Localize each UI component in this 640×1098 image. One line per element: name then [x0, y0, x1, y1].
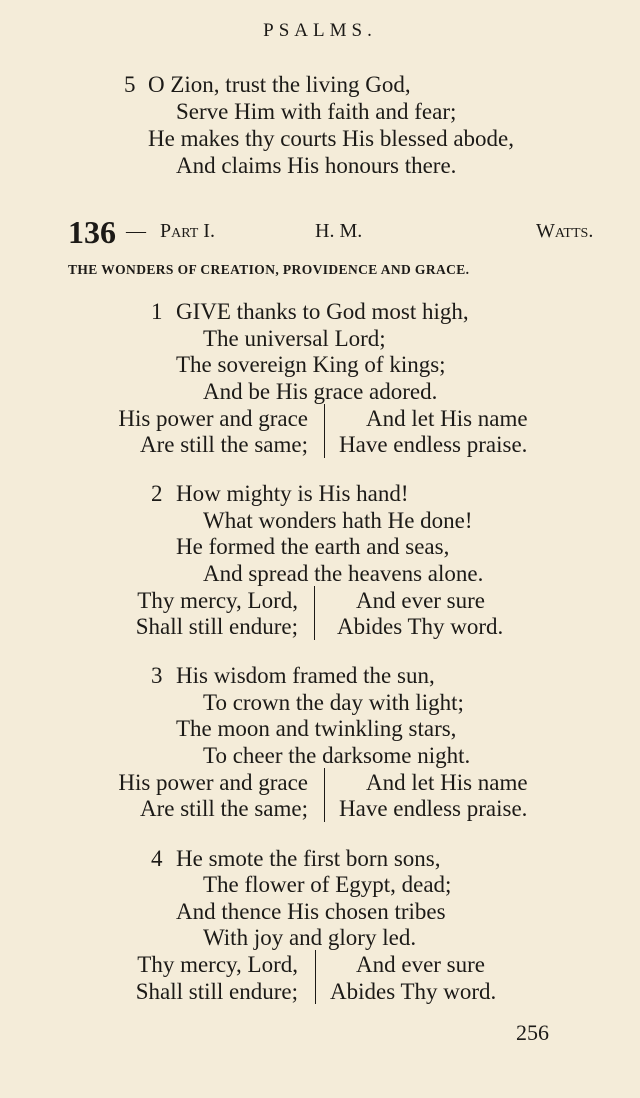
chorus-divider [315, 950, 316, 1004]
chorus-line: Abides Thy word. [330, 979, 497, 1004]
running-head: PSALMS. [263, 20, 377, 41]
verse-line: The moon and twinkling stars, [176, 716, 457, 741]
verse-line: With joy and glory led. [203, 925, 417, 950]
verse-line: Serve Him with faith and fear; [176, 99, 457, 124]
verse-line: His wisdom framed the sun, [176, 663, 435, 688]
stanza-number: 2 [151, 481, 163, 506]
hymn-dash: — [126, 220, 146, 242]
verse-line: He smote the first born sons, [176, 846, 441, 871]
verse-line: The universal Lord; [203, 326, 386, 351]
hymn-meter: H. M. [315, 220, 363, 242]
chorus-line: Thy mercy, Lord, [137, 952, 298, 977]
verse-line: And thence His chosen tribes [176, 899, 446, 924]
verse-line: O Zion, trust the living God, [148, 72, 411, 97]
stanza-number: 1 [151, 299, 163, 324]
chorus-line: Have endless praise. [339, 796, 528, 821]
verse-line: He makes thy courts His blessed abode, [148, 126, 515, 151]
verse-line: And claims His honours there. [176, 153, 457, 178]
verse-line: He formed the earth and seas, [176, 534, 450, 559]
hymn-part: Part I. [160, 220, 215, 242]
hymn-author: Watts. [536, 220, 594, 242]
chorus-line: Are still the same; [140, 432, 308, 457]
chorus-line: And let His name [366, 770, 528, 795]
chorus-divider [324, 404, 325, 458]
page-number: 256 [516, 1020, 549, 1045]
stanza-number: 4 [151, 846, 163, 871]
verse-line: To cheer the darksome night. [203, 743, 471, 768]
chorus-line: And ever sure [356, 952, 486, 977]
stanza-number: 3 [151, 663, 163, 688]
verse-line: The sovereign King of kings; [176, 352, 446, 377]
chorus-line: Thy mercy, Lord, [137, 588, 298, 613]
chorus-divider [314, 586, 315, 640]
chorus-line: Are still the same; [140, 796, 308, 821]
chorus-divider [324, 768, 325, 822]
hymn-subtitle: THE WONDERS OF CREATION, PROVIDENCE AND GRACE. [68, 262, 470, 277]
verse-line: GIVE thanks to God most high, [176, 299, 469, 324]
chorus-line: His power and grace [118, 770, 308, 795]
verse-line: What wonders hath He done! [203, 508, 473, 533]
chorus-line: His power and grace [118, 406, 308, 431]
chorus-line: And let His name [366, 406, 528, 431]
verse-line: And be His grace adored. [203, 379, 438, 404]
verse-line: How mighty is His hand! [176, 481, 409, 506]
chorus-line: Abides Thy word. [337, 614, 504, 639]
verse-line: And spread the heavens alone. [203, 561, 484, 586]
hymn-number: 136 [68, 214, 116, 250]
chorus-line: Shall still endure; [135, 979, 298, 1004]
verse-line: To crown the day with light; [203, 690, 464, 715]
chorus-line: And ever sure [356, 588, 486, 613]
chorus-line: Have endless praise. [339, 432, 528, 457]
chorus-line: Shall still endure; [135, 614, 298, 639]
stanza-number: 5 [124, 72, 136, 97]
verse-line: The flower of Egypt, dead; [203, 872, 452, 897]
